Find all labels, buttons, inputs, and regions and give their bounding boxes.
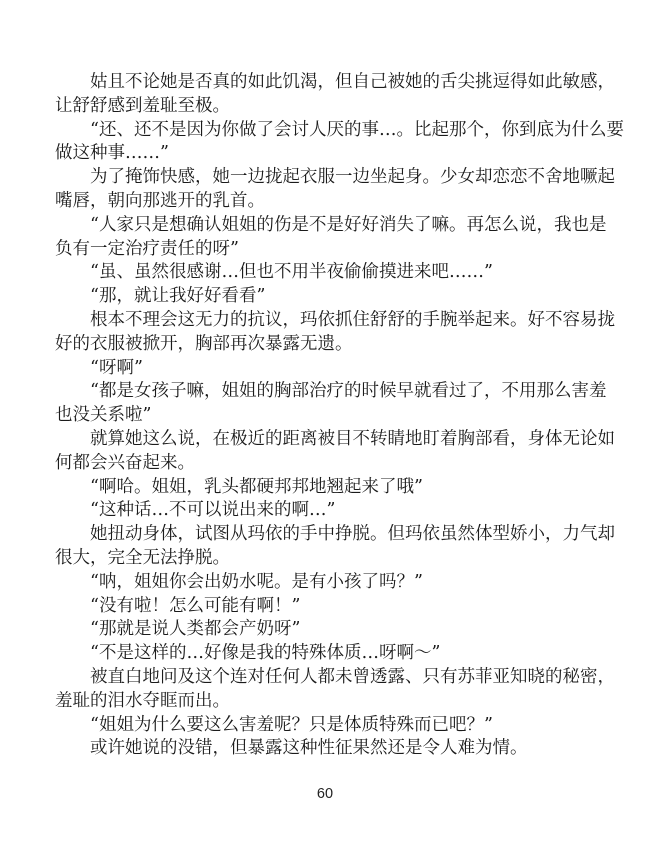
text-line: 被直白地问及这个连对任何人都未曾透露、只有苏菲亚知晓的秘密， bbox=[90, 666, 615, 687]
page-number: 60 bbox=[316, 786, 334, 802]
text-line: “不是这样的…好像是我的特殊体质…呀啊～” bbox=[90, 643, 441, 664]
text-line: “啊哈。姐姐，乳头都硬邦邦地翘起来了哦” bbox=[90, 476, 423, 497]
text-block bbox=[55, 71, 624, 761]
text-line: 嘴唇，朝向那逃开的乳首。 bbox=[55, 190, 265, 211]
text-line: 或许她说的没错，但暴露这种性征果然还是令人难为情。 bbox=[90, 738, 528, 759]
text-line: “呐，姐姐你会出奶水呢。是有小孩了吗？” bbox=[90, 571, 423, 592]
text-line: 负有一定治疗责任的呀” bbox=[55, 238, 239, 259]
text-line: “呀啊” bbox=[90, 357, 143, 378]
text-line: 为了掩饰快感，她一边拢起衣服一边坐起身。少女却恋恋不舍地噘起 bbox=[90, 167, 615, 188]
text-line: “这种话…不可以说出来的啊…” bbox=[90, 500, 336, 521]
text-line: “人家只是想确认姐姐的伤是不是好好消失了嘛。再怎么说，我也是 bbox=[90, 214, 607, 235]
text-line: 让舒舒感到羞耻至极。 bbox=[55, 95, 230, 116]
text-line: “姐姐为什么要这么害羞呢？只是体质特殊而已吧？” bbox=[90, 714, 493, 735]
text-line: “都是女孩子嘛，姐姐的胸部治疗的时候早就看过了，不用那么害羞 bbox=[90, 381, 607, 402]
text-line: 她扭动身体，试图从玛依的手中挣脱。但玛依虽然体型娇小，力气却 bbox=[90, 524, 615, 545]
text-line: 根本不理会这无力的抗议，玛依抓住舒舒的手腕举起来。好不容易拢 bbox=[90, 309, 615, 330]
text-line: 姑且不论她是否真的如此饥渴，但自己被她的舌尖挑逗得如此敏感， bbox=[90, 72, 615, 92]
text-line: 就算她这么说，在极近的距离被目不转睛地盯着胸部看，身体无论如 bbox=[90, 428, 615, 449]
text-line: 很大，完全无法挣脱。 bbox=[55, 547, 230, 568]
text-line: 好的衣服被掀开，胸部再次暴露无遗。 bbox=[55, 333, 353, 354]
text-line: “那就是说人类都会产奶呀” bbox=[90, 619, 301, 640]
text-line: 何都会兴奋起来。 bbox=[55, 452, 195, 473]
text-line: 也没关系啦” bbox=[55, 405, 152, 426]
text-line: “那，就让我好好看看” bbox=[90, 286, 266, 307]
text-line: 做这种事……” bbox=[55, 143, 169, 164]
text-line: “还、还不是因为你做了会讨人厌的事…。比起那个，你到底为什么要 bbox=[90, 119, 624, 140]
text-line: “虽、虽然很感谢…但也不用半夜偷偷摸进来吧……” bbox=[90, 262, 493, 283]
text-line: “没有啦！怎么可能有啊！” bbox=[90, 595, 301, 616]
text-line: 羞耻的泪水夺眶而出。 bbox=[55, 690, 230, 711]
